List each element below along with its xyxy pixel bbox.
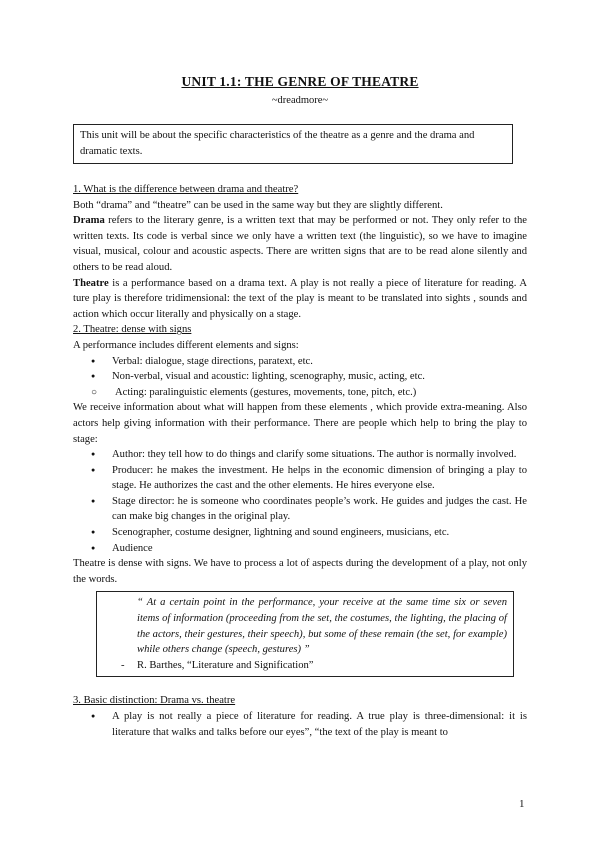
list-item: ● Verbal: dialogue, stage directions, paratext, etc. <box>73 354 527 370</box>
list-item: ● Non-verbal, visual and acoustic: lighting, scenography, music, acting, etc. <box>73 369 527 385</box>
list-item: ● A play is not really a piece of literature for reading. A true play is three-dimensional: it is literature that walks and talks before our eyes”, “the text of the play is meant to <box>73 709 527 740</box>
term-drama: Drama <box>73 215 105 227</box>
list-item: ● Audience <box>73 541 527 557</box>
section-2-intro: A performance includes different elements and signs: <box>73 339 299 351</box>
spacer <box>73 677 527 693</box>
list-item: ● Author: they tell how to do things and clarify some situations. The author is normally involved. <box>73 447 527 463</box>
section-1-paragraph-1: Both “drama” and “theatre” can be used in the same way but they are slightly different. <box>73 199 443 211</box>
list-item: ● Producer: he makes the investment. He helps in the economic dimension of bringing a play to stage. He authorizes the cast and the other elements. He hires everyone else. <box>73 463 527 494</box>
section-2-paragraph-3: Theatre is dense with signs. We have to process a lot of aspects during the development of a play, not only the words. <box>73 558 527 585</box>
main-content <box>73 182 527 740</box>
section-2-paragraph-2: We receive information about what will happen from these elements , which provide extra-meaning. Also actors help giving information with their performance. There are people which help to bring the play to stage: <box>73 402 527 445</box>
theatre-definition: is a performance based on a drama text. A play is not really a piece of literature for reading. A ture play is therefore tridimensional: the text of the play is meant to be translated into sights , sounds and action which occur literally and physically on a stage. <box>73 277 527 320</box>
people-list <box>73 447 527 556</box>
section-1-heading: 1. What is the difference between drama and theatre? <box>73 184 299 195</box>
quote-dash: - <box>121 659 125 671</box>
author-line: ~dreadmore~ <box>271 95 329 106</box>
list-item: ● Stage director: he is someone who coordinates people’s work. He guides and judges the cast. He can make big changes in the original play. <box>73 494 527 525</box>
quote-source: R. Barthes, “Literature and Signification” <box>137 659 314 671</box>
signs-sublist <box>73 385 527 401</box>
section-1-paragraph-theatre <box>73 276 527 323</box>
page-title: UNIT 1.1: THE GENRE OF THEATRE <box>181 74 419 89</box>
list-item: ● Scenographer, costume designer, lightning and sound engineers, musicians, etc. <box>73 525 527 541</box>
section-2-heading: 2. Theatre: dense with signs <box>73 324 192 336</box>
sub-list-item: ○ Acting: paralinguistic elements (gestures, movements, tone, pitch, etc.) <box>73 385 527 401</box>
term-theatre: Theatre <box>73 277 109 289</box>
quote-box <box>96 591 514 677</box>
section-1-paragraph-drama <box>73 213 527 275</box>
drama-definition: refers to the literary genre, is a written text that may be performed or not. They only refer to the written texts. Its code is verbal since we only have a written text (the linguistic), so we have to imagine visual, musical, colour and acoustic aspects. There are written signs that are to be read alone silently and others to be read aloud. <box>73 215 527 273</box>
quote-source-line <box>107 658 507 674</box>
section-3-heading: 3. Basic distinction: Drama vs. theatre <box>73 695 236 707</box>
section-3-list <box>73 709 527 740</box>
intro-box: This unit will be about the specific characteristics of the theatre as a genre and the drama and dramatic texts. <box>73 124 513 164</box>
signs-list <box>73 354 527 385</box>
page-number: 1 <box>519 798 525 810</box>
quote-text: “ At a certain point in the performance, your receive at the same time six or seven items of information (proceeding from the set, the costumes, the lighting, the placing of the actors, their gestures, their speech), but some of these remain (the set, for example) while others change (speech, gestures) ” <box>137 597 507 656</box>
